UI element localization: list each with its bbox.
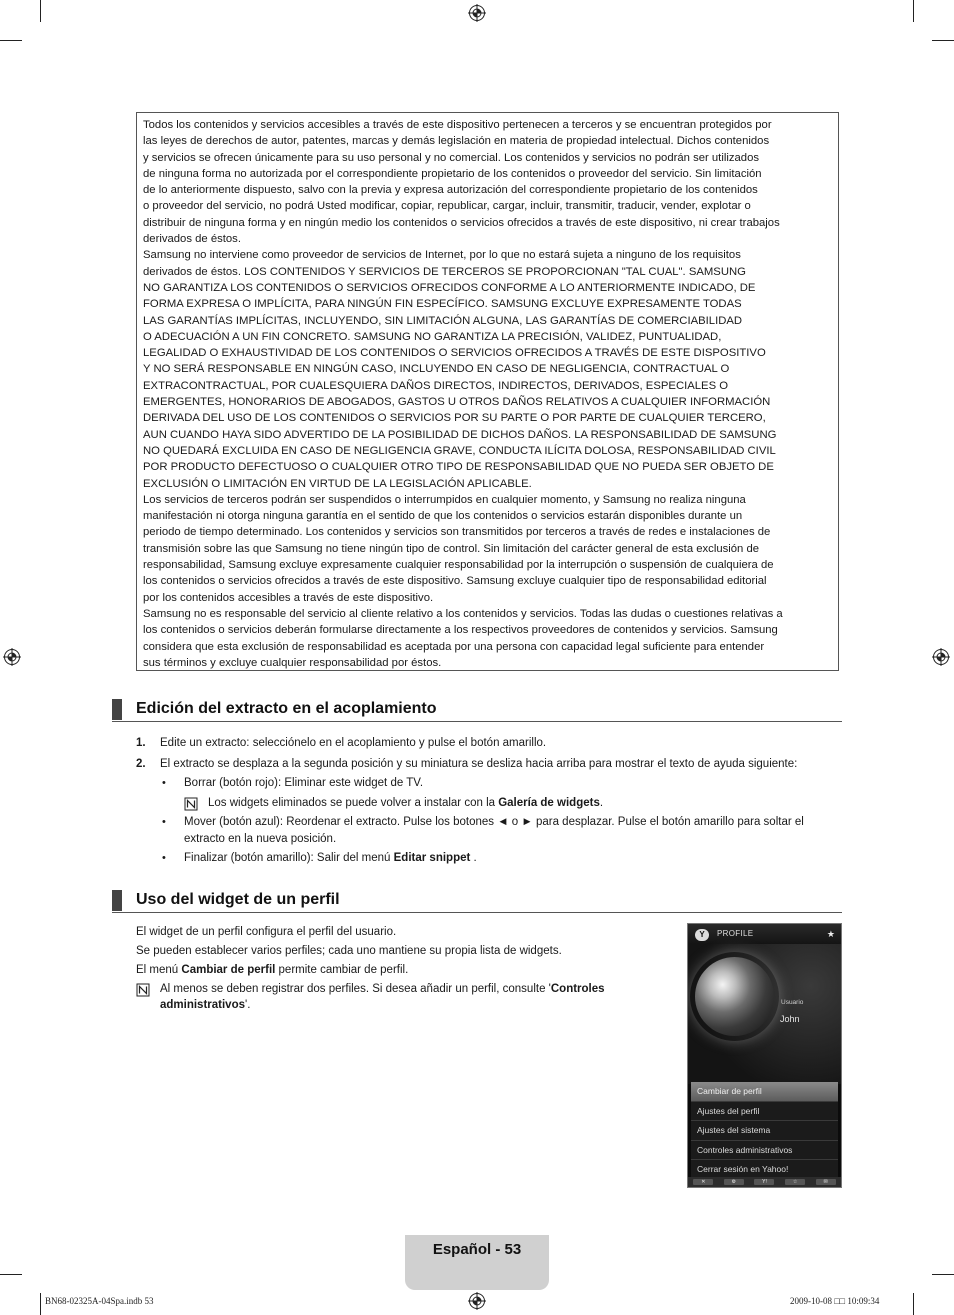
- bullet: •: [162, 852, 166, 864]
- star-icon[interactable]: ☆: [785, 1179, 805, 1185]
- step-text: Edite un extracto: selecciónelo en el acoplamiento y pulse el botón amarillo.: [160, 737, 547, 749]
- legal-paragraph: Samsung no interviene como proveedor de servicios de Internet, por lo que no estará sujeta a ninguno de los requisitos derivados de éstos. LOS CONTENIDOS Y SERVICIOS DE TERCEROS SE PROPORCIONAN "TAL CUAL". SAMSUNG NO GARANTIZA LOS CONTENIDOS O SERVICIOS OFRECIDOS CONFORME A LO ANTERIORMENTE INDICADO, DE FORMA EXPRESA O IMPLÍCITA, PARA NINGÚN FIN ESPECÍFICO. SAMSUNG EXCLUYE EXPRESAMENTE TODAS LAS GARANTÍAS IMPLÍCITAS, INCLUYENDO, SIN LIMITACIÓN ALGUNA, LAS GARANTÍAS DE COMERCIABILIDAD O ADECUACIÓN A UN FIN CONCRETO. SAMSUNG NO GARANTIZA LA PRECISIÓN, VALIDEZ, PUNTUALIDAD, LEGALIDAD O EXHAUSTIVIDAD DE LOS CONTENIDOS O SERVICIOS OFRECIDOS A TRAVÉS DE ESTE DISPOSITIVO Y NO SERÁ RESPONSABLE EN NINGÚN CASO, INCLUYENDO EN CASO DE NEGLIGENCIA, CONTRACTUAL O EXTRACONTRACTUAL, POR CUALESQUIERA DAÑOS DIRECTOS, INDIRECTOS, DERIVADOS, ESPECIALES O EMERGENTES, HONORARIOS DE ABOGADOS, GASTOS U OTROS DAÑOS RELATIVOS A CUALQUIER INFORMACIÓN DERIVADA DEL USO DE LOS CONTENIDOS O SERVICIOS POR SU PARTE O POR PARTE DE CUALQUIER TERCERO, AUN CUANDO HAYA SIDO ADVERTIDO DE LA POSIBILIDAD DE DICHOS DAÑOS. LA RESPONSABILIDAD DE SAMSUNG NO QUEDARÁ EXCLUIDA EN CASO DE NEGLIGENCIA GRAVE, CONDUCTA ILÍCITA DOLOSA, RESPONSABILIDAD CIVIL POR PRODUCTO DEFECTUOSO O CUALQUIER OTRO TIPO DE RESPONSABILIDAD QUE NO PUEDA SER OBJETO DE EXCLUSIÓN O LIMITACIÓN EN VIRTUD DE LA LEGISLACIÓN APLICABLE.: [143, 249, 777, 490]
- tv-profile-area: [688, 944, 841, 1084]
- tv-menu-item-system-settings[interactable]: Ajustes del sistema: [691, 1121, 838, 1141]
- note-text-part: Al menos se deben registrar dos perfiles. Si desea añadir un perfil, consulte ': [160, 983, 551, 995]
- note-icon: [136, 983, 150, 997]
- mail-icon[interactable]: ✉: [816, 1179, 836, 1185]
- registration-mark-icon: [3, 648, 21, 666]
- page-number: Español - 53: [432, 1241, 522, 1258]
- bullet-text: Mover (botón azul): Reordenar el extracto. Pulse los botones ◄ o ► para desplazar. Pulse el botón amarillo para soltar el: [184, 816, 804, 828]
- section-bar: [112, 699, 122, 720]
- registration-mark-icon: [932, 648, 950, 666]
- section-heading-profile-widget: [112, 890, 842, 913]
- bullet: •: [162, 816, 166, 828]
- tv-menu-item-admin-controls[interactable]: Controles administrativos: [691, 1141, 838, 1161]
- note-icon: [184, 797, 198, 811]
- section-title: Edición del extracto en el acoplamiento: [136, 700, 437, 717]
- note-text-part: Los widgets eliminados se puede volver a instalar con la: [208, 797, 499, 809]
- paragraph-part: El menú: [136, 964, 182, 976]
- tv-header-bar: [688, 924, 841, 944]
- print-date: 2009-10-08 □□ 10:09:34: [790, 1296, 880, 1306]
- close-icon[interactable]: ✕: [693, 1179, 713, 1185]
- bullet-text: Borrar (botón rojo): Eliminar este widget de TV.: [184, 777, 424, 789]
- registration-mark-icon: [468, 4, 486, 22]
- widget-gallery-term: Galería de widgets: [498, 797, 600, 809]
- legal-paragraph: Los servicios de terceros podrán ser suspendidos o interrumpidos en cualquier momento, y Samsung no realiza ninguna manifestación ni otorga ninguna garantía en el sentido de que los contenidos o servicios estarán disponibles durante un periodo de tiempo determinado. Los contenidos y servicios son transmitidos por terceros a través de redes e instalaciones de transmisión sobre las que Samsung no tiene ningún tipo de control. Sin limitación del carácter general de esta exclusión de responsabilidad, Samsung excluye expresamente cualquier responsabilidad por la interrupción o suspensión de cualquiera de los contenidos o servicios ofrecidos a través de este dispositivo. Samsung excluye cualquier tipo de responsabilidad editorial por los contenidos accesibles a través de este dispositivo.: [143, 493, 774, 604]
- crop-mark: [40, 0, 41, 22]
- crop-mark: [913, 1293, 914, 1315]
- bullet-text: extracto en la nueva posición.: [184, 833, 337, 845]
- note-text: [160, 981, 640, 1013]
- paragraph-part: permite cambiar de perfil.: [275, 964, 409, 976]
- bullet: •: [162, 777, 166, 789]
- tv-menu-item-profile-settings[interactable]: Ajustes del perfil: [691, 1102, 838, 1122]
- tv-menu-item-change-profile[interactable]: Cambiar de perfil: [691, 1082, 838, 1102]
- crop-mark: [0, 1274, 22, 1275]
- step-number: 2.: [136, 758, 146, 770]
- legal-paragraph: Todos los contenidos y servicios accesibles a través de este dispositivo pertenecen a terceros y se encuentran protegidos por las leyes de derechos de autor, patentes, marcas y demás legislación en materia de propiedad intelectual. Dichos contenidos y servicios se ofrecen únicamente para su uso personal y no comercial. Los contenidos y servicios no podrán ser utilizados de ninguna forma no autorizada por el correspondiente propietario de los contenidos o proveedor del servicio. Sin limitación de lo anteriormente dispuesto, salvo con la previa y expresa autorización del correspondiente propietario de los contenidos o proveedor del servicio, no podrá Usted modificar, copiar, republicar, cargar, incluir, transmitir, traducir, vender, explotar o distribuir de ninguna forma y en ningún medio los contenidos o servicios ofrecidos a través de este dispositivo, ni crear trabajos derivados de éstos.: [143, 119, 780, 246]
- bullet-text-part: .: [470, 852, 477, 864]
- user-label: Usuario: [781, 999, 804, 1006]
- legal-paragraph: Samsung no es responsable del servicio al cliente relativo a los contenidos y servicios. Todas las dudas o cuestiones relativas a los contenidos o servicios deberán formularse directamente a los respectivos proveedores de contenidos y servicios. Samsung considera que esta exclusión de responsabilidad es aceptada por una persona con capacidad legal suficiente para entender sus términos y excluye cualquier responsabilidad por éstos.: [143, 607, 783, 669]
- tv-button-bar: [688, 1177, 841, 1187]
- paragraph: [136, 962, 408, 978]
- yahoo-logo-icon: Y: [695, 929, 709, 941]
- crop-mark: [932, 1274, 954, 1275]
- bullet-text-part: Finalizar (botón amarillo): Salir del menú: [184, 852, 394, 864]
- section-bar: [112, 890, 122, 911]
- tv-header-title: PROFILE: [717, 929, 754, 938]
- change-profile-term: Cambiar de perfil: [181, 964, 276, 976]
- registration-mark-icon: [468, 1292, 486, 1310]
- legal-notice-box: [136, 112, 839, 671]
- crop-mark: [913, 0, 914, 22]
- paragraph: El widget de un perfil configura el perfil del usuario.: [136, 926, 397, 938]
- step-text: El extracto se desplaza a la segunda posición y su miniatura se desliza hacia arriba para mostrar el texto de ayuda siguiente:: [160, 758, 798, 770]
- paragraph: Se pueden establecer varios perfiles; cada uno mantiene su propia lista de widgets.: [136, 945, 562, 957]
- note-text-part: .: [599, 797, 604, 809]
- crop-mark: [0, 40, 22, 41]
- file-name: BN68-02325A-04Spa.indb 53: [45, 1296, 154, 1306]
- admin-controls-term: administrativos: [160, 999, 245, 1011]
- user-name: John: [780, 1014, 800, 1024]
- step-number: 1.: [136, 737, 146, 749]
- crop-mark: [40, 1293, 41, 1315]
- crop-mark: [932, 40, 954, 41]
- note-text-part: '.: [245, 999, 251, 1011]
- star-icon: ★: [826, 929, 835, 939]
- globe-avatar-icon: [695, 957, 774, 1036]
- note-text: [208, 795, 603, 811]
- gear-icon[interactable]: ⚙: [724, 1179, 744, 1185]
- tv-menu: [691, 1082, 838, 1180]
- section-heading-edit-snippet: [112, 699, 842, 722]
- section-title: Uso del widget de un perfil: [136, 891, 340, 908]
- yahoo-icon[interactable]: Y!: [754, 1179, 774, 1185]
- admin-controls-term: Controles: [550, 983, 605, 995]
- bullet-text: [184, 850, 477, 866]
- profile-widget-screenshot: [687, 923, 842, 1188]
- edit-snippet-term: Editar snippet: [393, 852, 471, 864]
- tv-menu-item-sign-out[interactable]: Cerrar sesión en Yahoo!: [691, 1160, 838, 1180]
